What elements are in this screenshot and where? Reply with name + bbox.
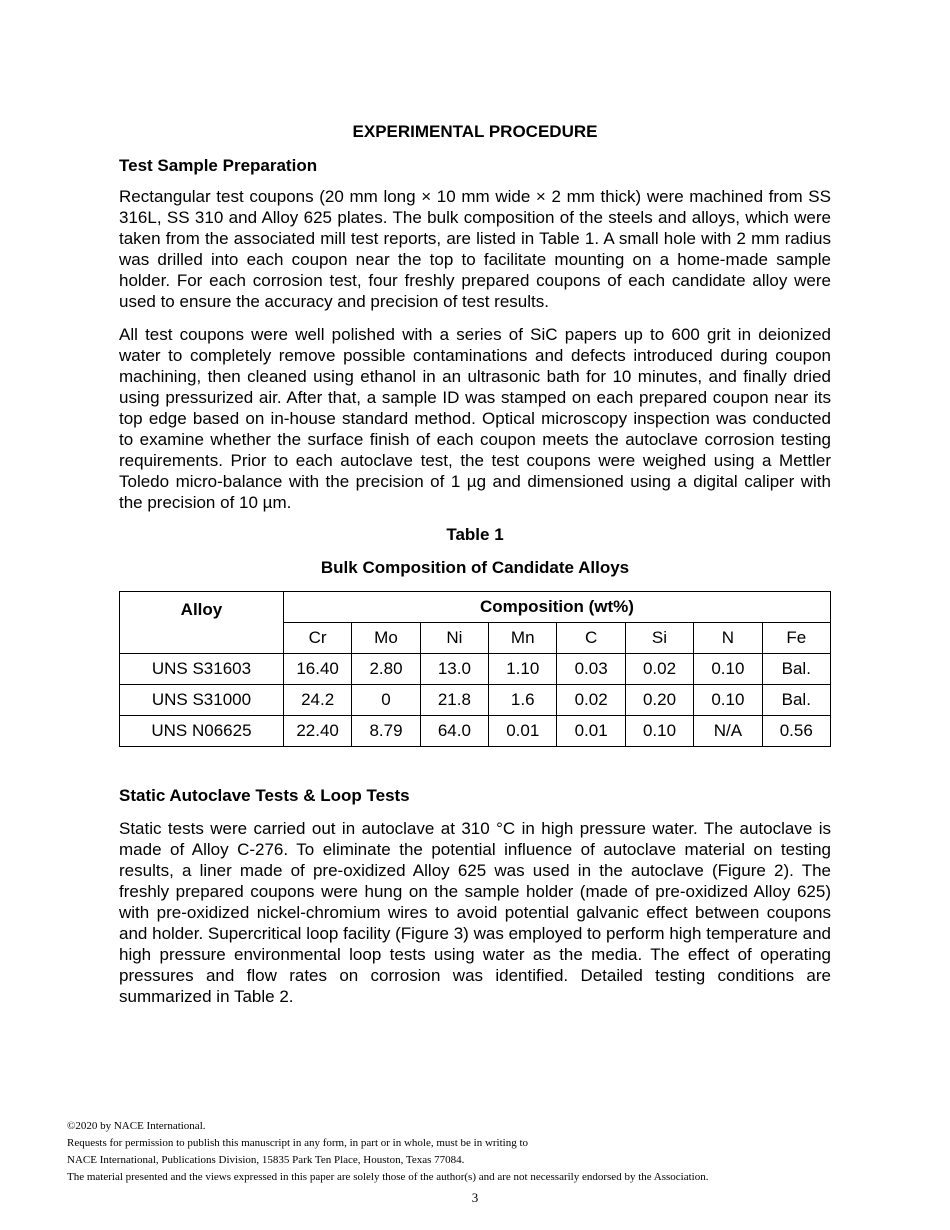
value-cell: 0.01 <box>489 716 557 747</box>
footer-line: Requests for permission to publish this manuscript in any form, in part or in whole, must be in writing to <box>67 1137 529 1149</box>
value-cell: 21.8 <box>420 685 488 716</box>
value-cell: 13.0 <box>420 654 488 685</box>
value-cell: Bal. <box>762 654 830 685</box>
value-cell: 0.10 <box>694 685 762 716</box>
value-cell: N/A <box>694 716 762 747</box>
element-header: Mn <box>489 623 557 654</box>
value-cell: 0.20 <box>625 685 693 716</box>
subsection-heading-sample-prep: Test Sample Preparation <box>119 156 318 175</box>
element-header: Ni <box>420 623 488 654</box>
value-cell: 16.40 <box>283 654 351 685</box>
value-cell: 0.02 <box>625 654 693 685</box>
value-cell: 0.10 <box>625 716 693 747</box>
paragraph-3: Static tests were carried out in autoclave at 310 °C in high pressure water. The autoclave is made of Alloy C-276. To eliminate the potential influence of autoclave material on testing results, a liner made of pre-oxidized Alloy 625 was used in the autoclave (Figure 2). The freshly prepared coupons were hung on the sample holder (made of pre-oxidized Alloy 625) with pre-oxidized nickel-chromium wires to avoid potential galvanic effect between coupons and holder. Supercritical loop facility (Figure 3) was employed to perform high temperature and high pressure environmental loop tests using water as the media. The effect of operating pressures and flow rates on corrosion was identified. Detailed testing conditions are summarized in Table 2. <box>119 819 831 1006</box>
element-header: N <box>694 623 762 654</box>
table-row <box>120 716 831 747</box>
element-header: Fe <box>762 623 830 654</box>
alloy-cell: UNS S31603 <box>120 654 284 685</box>
value-cell: 2.80 <box>352 654 420 685</box>
value-cell: 0.10 <box>694 654 762 685</box>
element-header: Mo <box>352 623 420 654</box>
table-row <box>120 654 831 685</box>
paragraph-1: Rectangular test coupons (20 mm long × 10 mm wide × 2 mm thick) were machined from SS 316L, SS 310 and Alloy 625 plates. The bulk composition of the steels and alloys, which were taken from the associated mill test reports, are listed in Table 1. A small hole with 2 mm radius was drilled into each coupon near the top to facilitate mounting on a home-made sample holder. For each corrosion test, four freshly prepared coupons of each candidate alloy were used to ensure the accuracy and precision of test results. <box>119 187 831 311</box>
composition-table <box>119 591 831 747</box>
alloy-cell: UNS S31000 <box>120 685 284 716</box>
value-cell: 8.79 <box>352 716 420 747</box>
value-cell: 1.6 <box>489 685 557 716</box>
footer-copyright: ©2020 by NACE International. <box>67 1120 206 1132</box>
section-title: EXPERIMENTAL PROCEDURE <box>352 122 598 141</box>
value-cell: Bal. <box>762 685 830 716</box>
value-cell: 0.56 <box>762 716 830 747</box>
value-cell: 1.10 <box>489 654 557 685</box>
footer-line: NACE International, Publications Division, 15835 Park Ten Place, Houston, Texas 77084. <box>67 1154 465 1166</box>
paragraph-2: All test coupons were well polished with a series of SiC papers up to 600 grit in deionized water to completely remove possible contaminations and defects introduced during coupon machining, then cleaned using ethanol in an ultrasonic bath for 10 minutes, and finally dried using pressurized air. After that, a sample ID was stamped on each prepared coupon near its top edge based on in-house standard method. Optical microscopy inspection was conducted to examine whether the surface finish of each coupon meets the autoclave corrosion testing requirements. Prior to each autoclave test, the test coupons were weighed using a Mettler Toledo micro-balance with the precision of 1 µg and dimensioned using a digital caliper with the precision of 10 µm. <box>119 325 831 512</box>
alloy-cell: UNS N06625 <box>120 716 284 747</box>
element-header: Si <box>625 623 693 654</box>
header-alloy: Alloy <box>120 592 284 654</box>
footer <box>67 1118 708 1186</box>
value-cell: 0.01 <box>557 716 625 747</box>
value-cell: 0.03 <box>557 654 625 685</box>
page-number: 3 <box>471 1190 479 1205</box>
value-cell: 0 <box>352 685 420 716</box>
header-composition: Composition (wt%) <box>283 592 830 623</box>
value-cell: 22.40 <box>283 716 351 747</box>
subsection-heading-autoclave: Static Autoclave Tests & Loop Tests <box>119 786 410 805</box>
table-row <box>120 685 831 716</box>
footer-line: The material presented and the views expressed in this paper are solely those of the author(s) and are not necessarily endorsed by the Association. <box>67 1171 709 1183</box>
value-cell: 64.0 <box>420 716 488 747</box>
element-header: C <box>557 623 625 654</box>
value-cell: 24.2 <box>283 685 351 716</box>
value-cell: 0.02 <box>557 685 625 716</box>
element-header: Cr <box>283 623 351 654</box>
table-title: Bulk Composition of Candidate Alloys <box>320 558 630 577</box>
table-number: Table 1 <box>446 525 504 544</box>
